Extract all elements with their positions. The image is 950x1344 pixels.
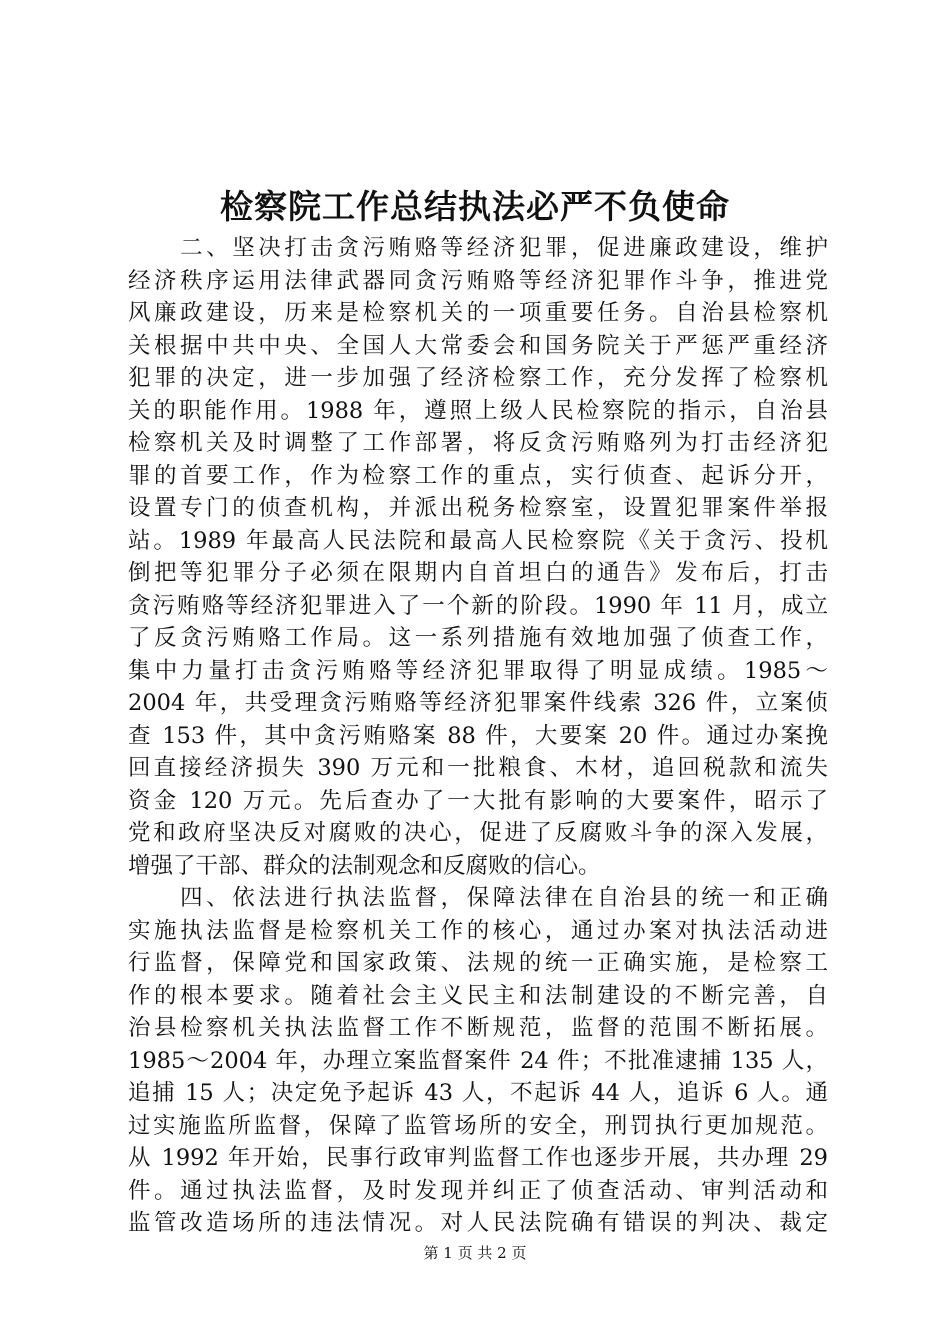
body-line: 党和政府坚决反对腐败的决心，促进了反腐败斗争的深入发展， — [128, 820, 828, 846]
body-line: 设置专门的侦查机构，并派出税务检察室，设置犯罪案件举报 — [128, 495, 828, 521]
body-line: 了反贪污贿赂工作局。这一系列措施有效地加强了侦查工作， — [128, 625, 828, 651]
body-line: 关的职能作用。1988 年，遵照上级人民检察院的指示，自治县 — [128, 397, 828, 424]
body-line: 治县检察机关执法监督工作不断规范，监督的范围不断拓展。 — [128, 1015, 828, 1041]
body-line: 查 153 件，其中贪污贿赂案 88 件，大要案 20 件。通过办案挽 — [128, 722, 828, 749]
body-line: 从 1992 年开始，民事行政审判监督工作也逐步开展，共办理 29 — [128, 1145, 828, 1171]
document-title: 检察院工作总结执法必严不负使命 — [220, 187, 730, 226]
body-line: 经济秩序运用法律武器同贪污贿赂等经济犯罪作斗争，推进党 — [128, 267, 828, 294]
body-line: 2004 年，共受理贪污贿赂等经济犯罪案件线索 326 件，立案侦 — [128, 690, 828, 716]
body-line: 作的根本要求。随着社会主义民主和法制建设的不断完善，自 — [128, 982, 828, 1009]
body-line: 过实施监所监督，保障了监管场所的安全，刑罚执行更加规范。 — [128, 1112, 828, 1139]
page-footer: 第 1 页 共 2 页 — [423, 1244, 527, 1262]
body-line: 关根据中共中央、全国人大常委会和国务院关于严惩严重经济 — [128, 332, 828, 359]
body-line: 集中力量打击贪污贿赂等经济犯罪取得了明显成绩。1985～ — [128, 657, 828, 684]
body-line: 监管改造场所的违法情况。对人民法院确有错误的判决、裁定 — [128, 1210, 828, 1236]
body-line: 件。通过执法监督，及时发现并纠正了侦查活动、审判活动和 — [128, 1177, 828, 1204]
body-line: 增强了干部、群众的法制观念和反腐败的信心。 — [128, 852, 601, 879]
body-line: 1985～2004 年，办理立案监督案件 24 件；不批准逮捕 135 人， — [128, 1047, 828, 1074]
body-line: 回直接经济损失 390 万元和一批粮食、木材，追回税款和流失 — [128, 755, 828, 781]
body-line: 罪的首要工作，作为检察工作的重点，实行侦查、起诉分开， — [128, 462, 828, 489]
body-line: 行监督，保障党和国家政策、法规的统一正确实施，是检察工 — [128, 950, 828, 976]
body-line: 二、坚决打击贪污贿赂等经济犯罪，促进廉政建设，维护 — [128, 235, 828, 261]
body-line: 追捕 15 人；决定免予起诉 43 人，不起诉 44 人，追诉 6 人。通 — [128, 1080, 828, 1106]
body-line: 检察机关及时调整了工作部署，将反贪污贿赂列为打击经济犯 — [128, 430, 828, 456]
body-line: 实施执法监督是检察机关工作的核心，通过办案对执法活动进 — [128, 917, 828, 944]
body-line: 贪污贿赂等经济犯罪进入了一个新的阶段。1990 年 11 月，成立 — [128, 592, 828, 619]
body-line: 犯罪的决定，进一步加强了经济检察工作，充分发挥了检察机 — [128, 365, 828, 391]
body-line: 风廉政建设，历来是检察机关的一项重要任务。自治县检察机 — [128, 300, 828, 326]
body-line: 四、依法进行执法监督，保障法律在自治县的统一和正确 — [128, 885, 828, 911]
document-body — [128, 232, 828, 1240]
body-line: 资金 120 万元。先后查办了一大批有影响的大要案件，昭示了 — [128, 787, 828, 814]
body-line: 倒把等犯罪分子必须在限期内自首坦白的通告》发布后，打击 — [128, 560, 828, 586]
body-line: 站。1989 年最高人民法院和最高人民检察院《关于贪污、投机 — [128, 527, 828, 554]
